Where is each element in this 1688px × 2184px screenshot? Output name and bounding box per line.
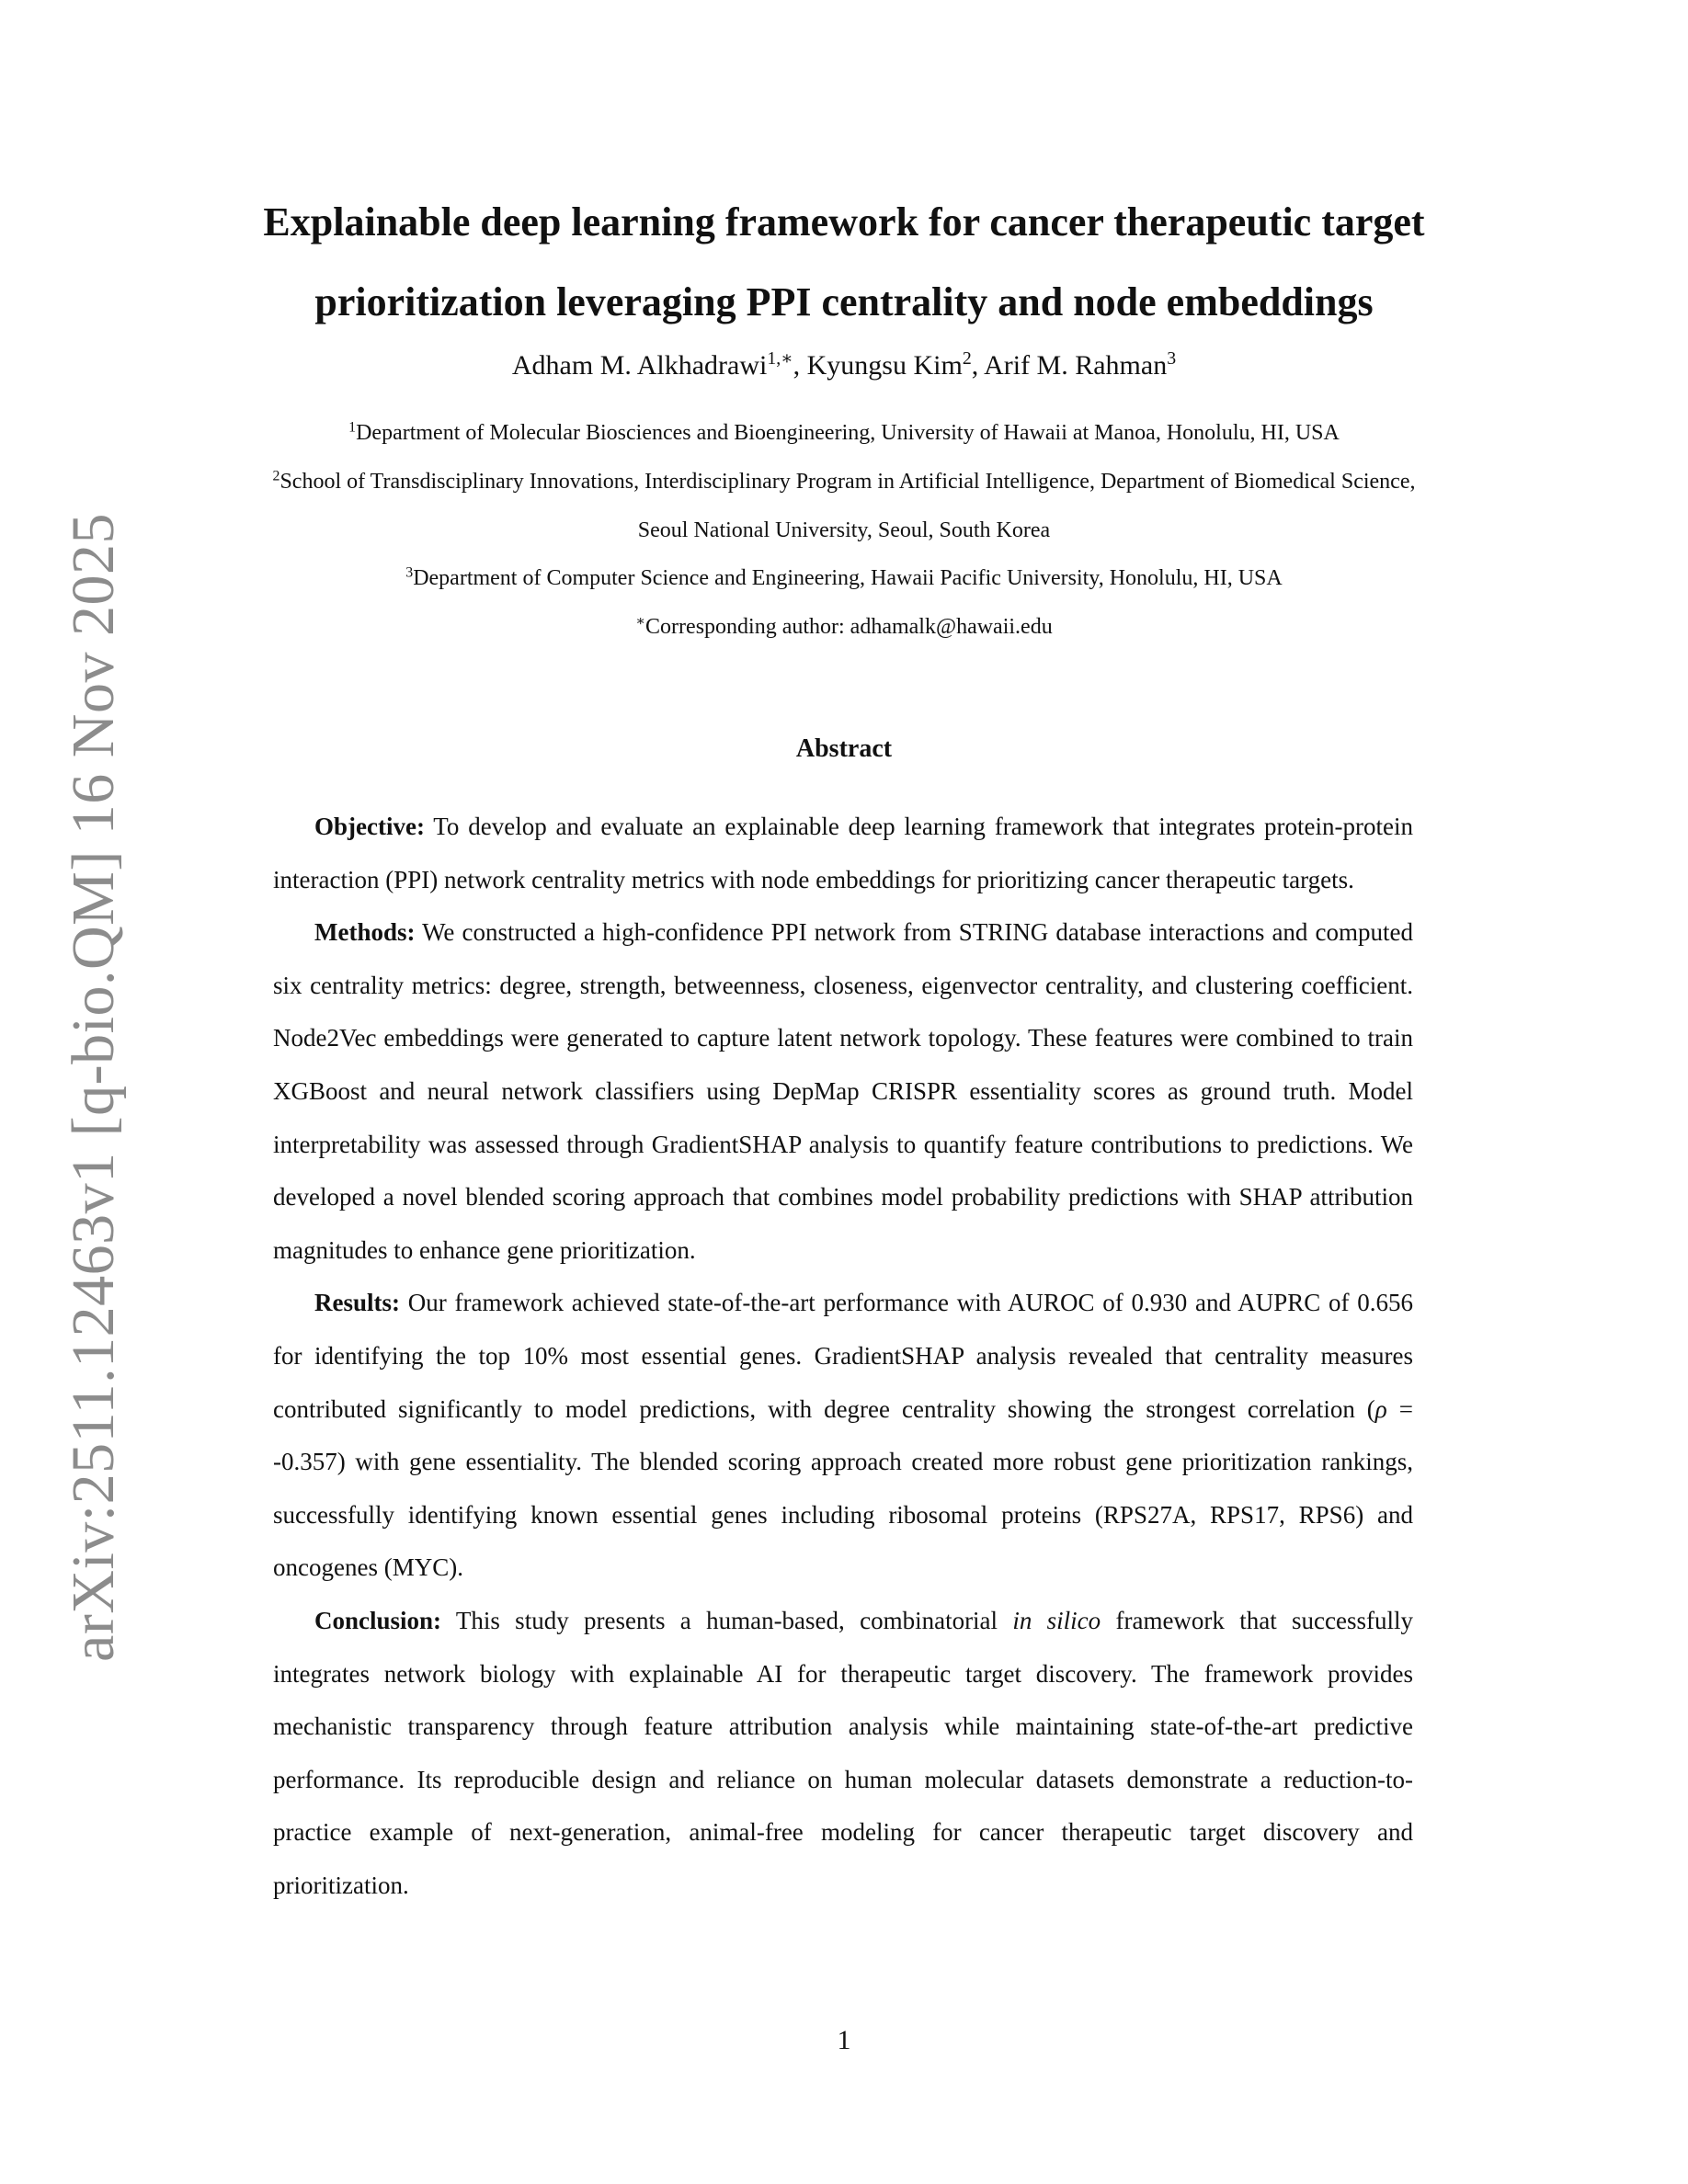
- author-list: [202, 347, 1486, 384]
- affiliation-text: School of Transdisciplinary Innovations, Interdisciplinary Program in Artificial Intelligence, Department of Biomedical Science,: [279, 470, 1416, 494]
- author-name: Kyungsu Kim: [806, 350, 963, 381]
- corresponding-mark: ∗: [635, 613, 646, 630]
- methods-label: Methods:: [314, 918, 416, 947]
- affiliation-1: [138, 417, 1550, 449]
- author-separator: ,: [971, 350, 985, 381]
- affiliation-text: Department of Computer Science and Engineering, Hawaii Pacific University, Honolulu, HI, USA: [413, 566, 1283, 590]
- abstract-body: [273, 801, 1413, 1912]
- corresponding-author: [138, 611, 1550, 643]
- conclusion-italic: in silico: [1012, 1606, 1101, 1634]
- author-name: Arif M. Rahman: [984, 350, 1168, 381]
- affiliation-mark: 1: [348, 419, 357, 436]
- abstract-heading: Abstract: [795, 734, 893, 763]
- methods-text: We constructed a high-confidence PPI network from STRING database interactions and computed six centrality metrics: degree, strength, betweenness, closeness, eigenvector centrality, and clustering coefficient. Node2Vec embeddings were generated to capture latent network topology. These features were combined to train XGBoost and neural network classifiers using DepMap CRISPR essentiality scores as ground truth. Model interpretability was assessed through GradientSHAP analysis to quantify feature contributions to predictions. We developed a novel blended scoring approach that combines model probability predictions with SHAP attribution magnitudes to enhance gene prioritization.: [273, 918, 1413, 1264]
- abstract-results: [273, 1277, 1413, 1595]
- affiliation-mark: 3: [405, 564, 414, 581]
- title-line-2: prioritization leveraging PPI centrality and node embeddings: [314, 279, 1374, 324]
- abstract-objective: [273, 801, 1413, 906]
- conclusion-text: This study presents a human-based, combinatorial: [455, 1606, 1013, 1634]
- affiliation-2: [138, 466, 1550, 497]
- conclusion-text-continued: framework that successfully integrates network biology with explainable AI for therapeutic target discovery. The framework provides mechanistic transparency through feature attribution analysis while maintaining state-of-the-art predictive performance. Its reproducible design and reliance on human molecular datasets demonstrate a reduction-to-practice example of next-generation, animal-free modeling for cancer therapeutic target discovery and prioritization.: [273, 1606, 1413, 1899]
- affiliation-mark: 2: [272, 468, 280, 484]
- paper-title: [202, 182, 1486, 342]
- author-name: Adham M. Alkhadrawi: [511, 350, 768, 381]
- author-affiliation-mark: 2: [962, 348, 972, 370]
- objective-text: To develop and evaluate an explainable deep learning framework that integrates protein-protein interaction (PPI) network centrality metrics with node embeddings for prioritizing cancer therapeutic targets.: [273, 813, 1414, 893]
- results-text: Our framework achieved state-of-the-art performance with AUROC of 0.930 and AUPRC of 0.656 for identifying the top 10% most essential genes. GradientSHAP analysis revealed that centrality measures contributed significantly to model predictions, with degree centrality showing the strongest correlation (: [273, 1289, 1414, 1423]
- arxiv-identifier-stamp: arXiv:2511.12463v1 [q-bio.QM] 16 Nov 2025: [60, 513, 127, 1662]
- affiliation-2-continued: [138, 515, 1550, 546]
- title-line-1: Explainable deep learning framework for cancer therapeutic target: [263, 199, 1425, 245]
- rho-symbol: ρ: [1374, 1394, 1387, 1423]
- conclusion-label: Conclusion:: [314, 1606, 442, 1634]
- objective-label: Objective:: [314, 813, 425, 840]
- affiliation-3: [138, 563, 1550, 594]
- author-separator: ,: [793, 350, 807, 381]
- author-affiliation-mark: 1,∗: [767, 348, 793, 370]
- results-label: Results:: [314, 1289, 400, 1317]
- author-affiliation-mark: 3: [1167, 348, 1177, 370]
- abstract-methods: [273, 906, 1413, 1277]
- abstract-conclusion: [273, 1595, 1413, 1913]
- corresponding-text: Corresponding author: adhamalk@hawaii.edu: [645, 615, 1053, 639]
- page-number: 1: [837, 2025, 851, 2055]
- affiliation-text: Seoul National University, Seoul, South Korea: [637, 518, 1051, 542]
- results-text-continued: = -0.357) with gene essentiality. The blended scoring approach created more robust gene prioritization rankings, successfully identifying known essential genes including ribosomal proteins (RPS27A, RPS17, RPS6) and oncogenes (MYC).: [273, 1394, 1413, 1582]
- affiliation-text: Department of Molecular Biosciences and Bioengineering, University of Hawaii at Manoa, Honolulu, HI, USA: [356, 421, 1340, 445]
